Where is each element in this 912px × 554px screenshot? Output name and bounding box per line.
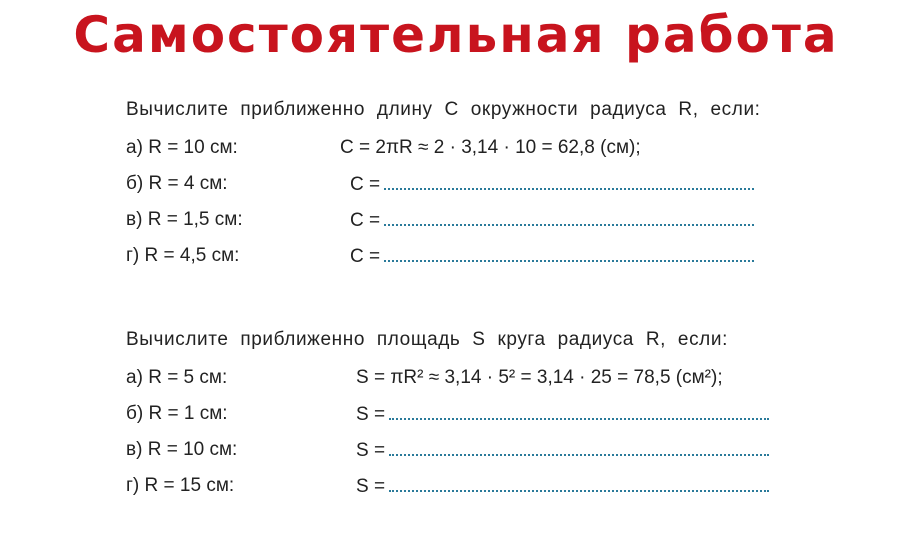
row-given: а) R = 10 см: [126, 137, 238, 158]
task-prompt: Вычислите приближенно длину C окружности радиуса R, если: [126, 99, 761, 120]
answer-blank-line[interactable] [384, 166, 754, 190]
row-given: а) R = 5 см: [126, 367, 228, 388]
row-given: б) R = 1 см: [126, 403, 228, 424]
row-answer: S = πR² ≈ 3,14 · 5² = 3,14 · 25 = 78,5 (см²); [356, 367, 723, 388]
task-row [126, 396, 786, 432]
answer-blank-line[interactable] [384, 202, 754, 226]
row-given: г) R = 4,5 см: [126, 245, 240, 266]
answer-blank-line[interactable] [389, 468, 769, 492]
row-given: б) R = 4 см: [126, 173, 228, 194]
row-answer-field: C = [350, 202, 754, 239]
answer-blank-line[interactable] [384, 238, 754, 262]
row-answer-field: C = [350, 166, 754, 203]
row-answer-field: C = [350, 238, 754, 275]
row-answer-field: S = [356, 468, 769, 505]
task-row [126, 166, 786, 202]
row-given: в) R = 10 см: [126, 439, 238, 460]
task-row [126, 432, 786, 468]
answer-blank-line[interactable] [389, 396, 769, 420]
task-prompt: Вычислите приближенно площадь S круга радиуса R, если: [126, 329, 728, 350]
task-area [126, 328, 786, 504]
row-given: в) R = 1,5 см: [126, 209, 243, 230]
row-answer-field: S = [356, 396, 769, 433]
answer-blank-line[interactable] [389, 432, 769, 456]
task-row [126, 468, 786, 504]
row-answer-field: S = [356, 432, 769, 469]
task-row [126, 238, 786, 274]
task-row [126, 202, 786, 238]
task-row [126, 130, 786, 166]
worksheet-title: Самостоятельная работа [73, 6, 839, 64]
task-row [126, 360, 786, 396]
task-circumference [126, 98, 786, 274]
row-given: г) R = 15 см: [126, 475, 235, 496]
row-answer: C = 2πR ≈ 2 · 3,14 · 10 = 62,8 (см); [340, 137, 641, 158]
